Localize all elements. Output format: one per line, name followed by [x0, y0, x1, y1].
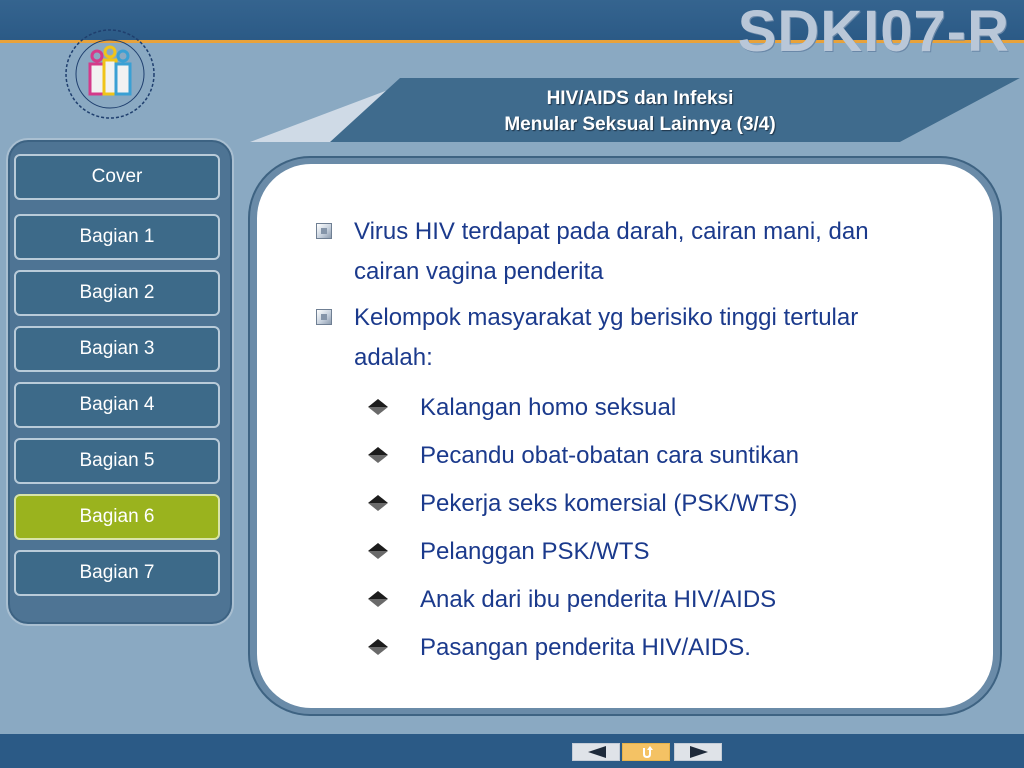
- diamond-bullet-icon: [368, 639, 388, 647]
- nav-item-bagian-5[interactable]: Bagian 5: [14, 438, 220, 484]
- diamond-bullet-icon: [368, 399, 388, 407]
- sub-bullet-item: [316, 624, 936, 672]
- sub-bullet-item: [316, 384, 936, 432]
- sub-bullet-item: [316, 576, 936, 624]
- next-slide-button[interactable]: [674, 743, 722, 761]
- sub-bullet-text: Pekerja seks komersial (PSK/WTS): [420, 490, 798, 517]
- sub-bullet-item: [316, 528, 936, 576]
- bullet-item: [316, 212, 936, 292]
- sub-bullet-text: Pecandu obat-obatan cara suntikan: [420, 442, 799, 469]
- sub-bullet-text: Pelanggan PSK/WTS: [420, 538, 650, 565]
- nav-item-bagian-3[interactable]: Bagian 3: [14, 326, 220, 372]
- brand-title: SDKI07-R: [737, 0, 1010, 64]
- slide-title-line1: HIV/AIDS dan Infeksi: [546, 88, 734, 109]
- diamond-bullet-icon: [368, 447, 388, 455]
- square-bullet-icon: [316, 309, 332, 325]
- slide-title-line2: Menular Seksual Lainnya (3/4): [504, 114, 776, 135]
- nav-item-bagian-1[interactable]: Bagian 1: [14, 214, 220, 260]
- sub-bullet-text: Pasangan penderita HIV/AIDS.: [420, 634, 751, 661]
- previous-slide-button[interactable]: [572, 743, 620, 761]
- nav-item-bagian-2[interactable]: Bagian 2: [14, 270, 220, 316]
- diamond-bullet-icon: [368, 543, 388, 551]
- return-button[interactable]: [622, 743, 670, 761]
- sub-bullet-item: [316, 480, 936, 528]
- return-icon: [640, 745, 654, 759]
- bullet-text: Kelompok masyarakat yg berisiko tinggi tertular adalah:: [354, 304, 859, 371]
- diamond-bullet-icon: [368, 495, 388, 503]
- bullet-item: [316, 298, 936, 378]
- bullet-text: Virus HIV terdapat pada darah, cairan mani, dan cairan vagina penderita: [354, 218, 869, 285]
- sub-bullet-text: Anak dari ibu penderita HIV/AIDS: [420, 586, 777, 613]
- left-arrow-icon: [588, 746, 606, 758]
- nav-item-bagian-6[interactable]: Bagian 6: [14, 494, 220, 540]
- sub-bullet-text: Kalangan homo seksual: [420, 394, 677, 421]
- nav-item-bagian-7[interactable]: Bagian 7: [14, 550, 220, 596]
- nav-item-bagian-4[interactable]: Bagian 4: [14, 382, 220, 428]
- square-bullet-icon: [316, 223, 332, 239]
- sub-bullet-item: [316, 432, 936, 480]
- content-text: [316, 212, 936, 672]
- diamond-bullet-icon: [368, 591, 388, 599]
- bottom-bar: [0, 734, 1024, 768]
- slide-title: [400, 86, 880, 138]
- right-arrow-icon: [690, 746, 708, 758]
- nav-item-cover[interactable]: Cover: [14, 154, 220, 200]
